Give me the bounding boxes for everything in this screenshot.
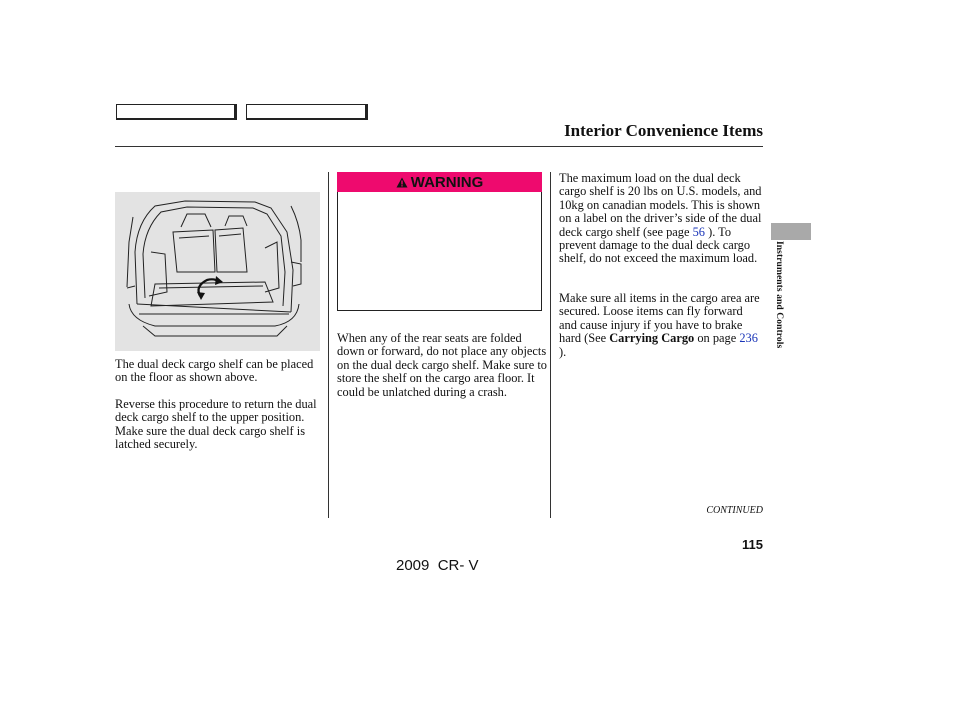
page-link-236[interactable]: 236 [739, 331, 758, 346]
column-divider-right [550, 172, 551, 518]
carrying-cargo-ref: Carrying Cargo [609, 331, 695, 346]
page-link-56[interactable]: 56 [692, 224, 705, 239]
footer-model: 2009 CR- V [396, 557, 479, 574]
nav-button-previous[interactable] [116, 104, 237, 120]
right-paragraph-2: Make sure all items in the cargo area are secured. Loose items can fly forward and cause injury if you have to brake hard (See Carrying Cargo on page 236 ). [559, 291, 760, 359]
section-title: Interior Convenience Items [564, 121, 763, 140]
continued-label: CONTINUED [706, 505, 763, 516]
left-paragraph-1: The dual deck cargo shelf can be placed on the floor as shown above. [115, 357, 314, 385]
warning-body: When any of the rear seats are folded down or forward, do not place any objects on the dual deck cargo shelf. Make sure to store the shelf on the cargo area floor. It could be unlatched during a crash. [337, 331, 547, 399]
warning-header [337, 172, 542, 192]
right-paragraph-1: The maximum load on the dual deck cargo shelf is 20 lbs on U.S. models, and 10kg on canadian models. This is shown on a label on the driver’s side of the dual deck cargo shelf (see page 56 ). To prevent damage to the dual deck cargo shelf, do not exceed the maximum load. [559, 171, 762, 266]
warning-triangle-icon [396, 177, 408, 188]
header-rule [115, 146, 763, 147]
warning-box [337, 192, 542, 311]
nav-button-next[interactable] [246, 104, 368, 120]
left-paragraph-2: Reverse this procedure to return the dual deck cargo shelf to the upper position. Make sure the dual deck cargo shelf is latched securely. [115, 397, 317, 452]
cargo-shelf-figure [115, 192, 320, 351]
cargo-shelf-illustration-icon [115, 192, 320, 351]
column-divider-left [328, 172, 329, 518]
warning-label: WARNING [410, 173, 484, 191]
section-side-tab[interactable] [771, 223, 811, 240]
side-tab-label: Instruments and Controls [774, 241, 784, 349]
page-number: 115 [742, 537, 763, 552]
